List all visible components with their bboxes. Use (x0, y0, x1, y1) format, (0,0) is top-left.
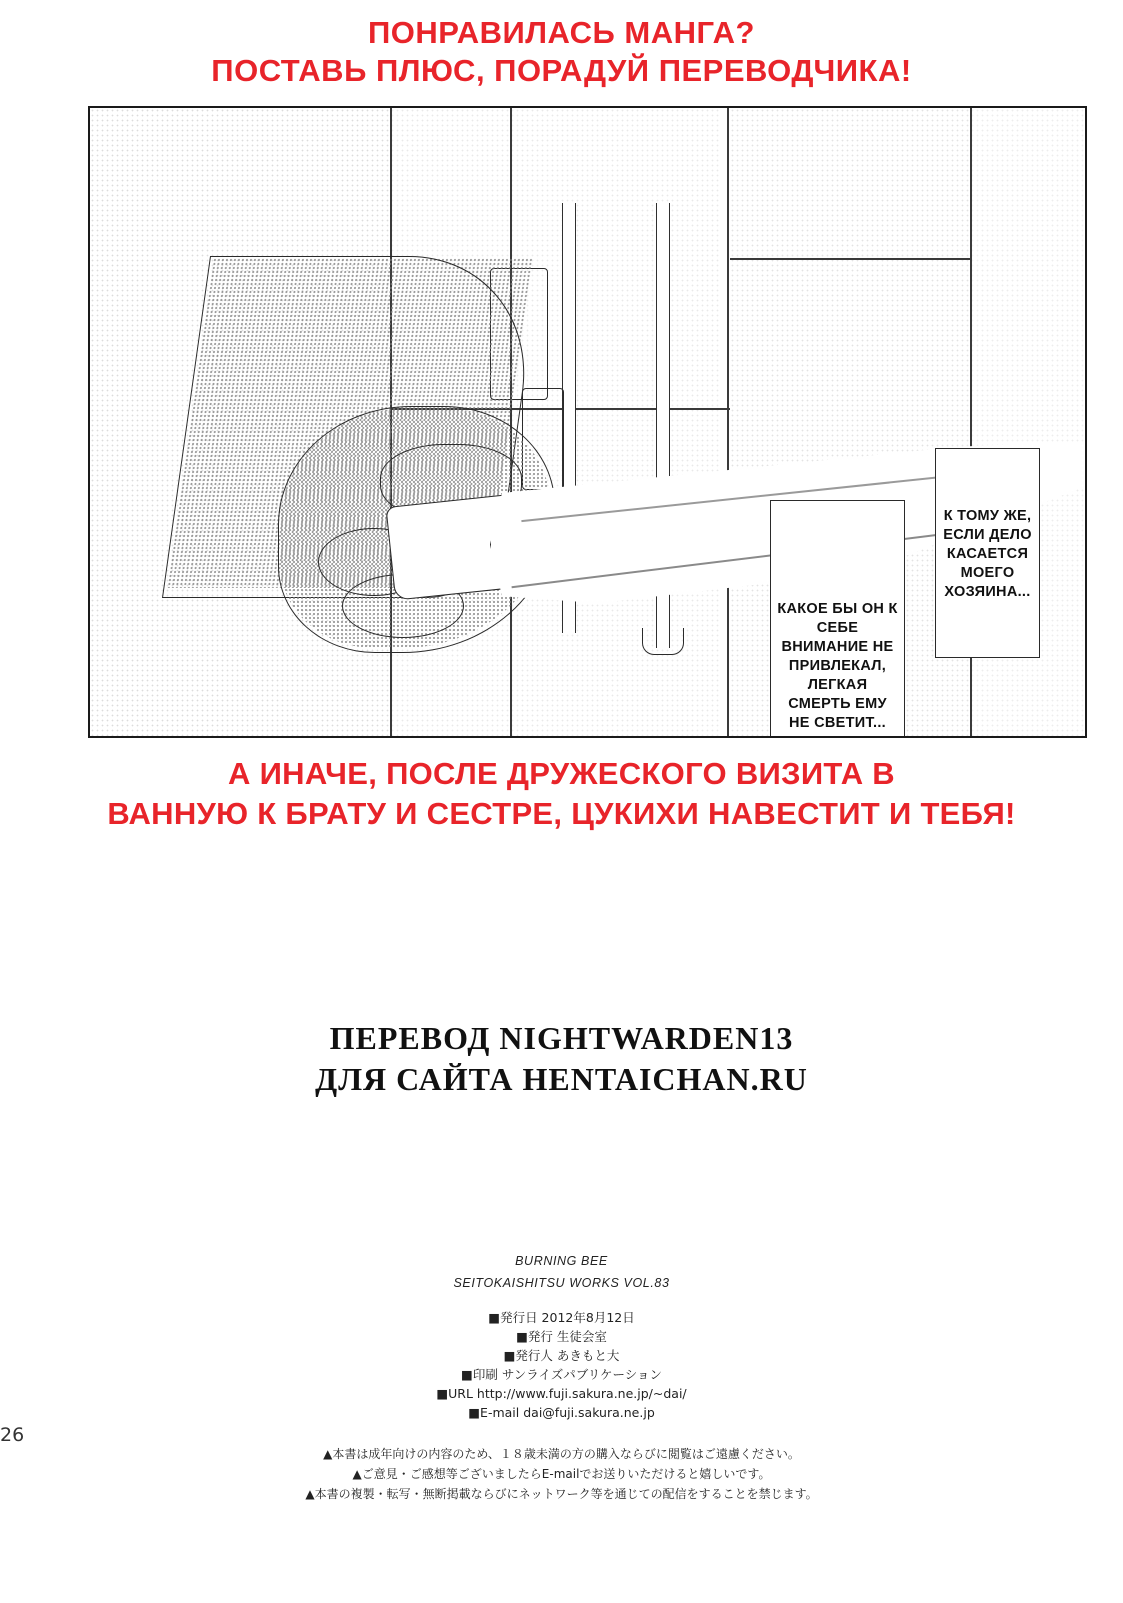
caption-box-2 (935, 448, 1040, 658)
colophon-line-printer: ■印刷 サンライズパブリケーション (461, 1367, 662, 1382)
warning-line-1: ▲本書は成年向けの内容のため、１８歳未満の方の購入ならびに閲覧はご遠慮ください。 (323, 1447, 800, 1461)
manga-panel (88, 106, 1087, 738)
colophon-series: SEITOKAISHITSU WORKS VOL.83 (453, 1276, 670, 1290)
caption-text-1: КАКОЕ БЫ ОН К СЕБЕ ВНИМАНИЕ НЕ ПРИВЛЕКАЛ, ЛЕГКАЯ СМЕРТЬ ЕМУ НЕ СВЕТИТ... (777, 601, 898, 731)
colophon-line-author: ■発行人 あきもと大 (503, 1348, 620, 1363)
credit-line-1: ПЕРЕВОД NIGHTWARDEN13 (329, 1020, 794, 1056)
door-edge-line-1 (727, 108, 729, 736)
door-cross-line-2 (730, 258, 970, 260)
warning-line-2: ▲ご意見・ご感想等ございましたらE-mailでお送りいただけると嬉しいです。 (352, 1467, 771, 1481)
colophon-title: BURNING BEE (515, 1254, 608, 1268)
header-line-2: ПОСТАВЬ ПЛЮС, ПОРАДУЙ ПЕРЕВОДЧИКА! (211, 53, 912, 88)
colophon-line-date: ■発行日 2012年8月12日 (488, 1310, 635, 1325)
translator-credit (0, 1018, 1123, 1100)
header-line-1: ПОНРАВИЛАСЬ МАНГА? (368, 15, 755, 50)
page-header (0, 14, 1123, 90)
warning-line-3: ▲本書の複製・転写・無断掲載ならびにネットワーク等を通じての配信をすることを禁じます。 (305, 1487, 818, 1501)
colophon-line-email: ■E-mail dai@fuji.sakura.ne.jp (468, 1405, 655, 1420)
page-number: 26 (0, 1424, 25, 1446)
caption-text-2: К ТОМУ ЖЕ, ЕСЛИ ДЕЛО КАСАЕТСЯ МОЕГО ХОЗЯИНА... (943, 508, 1032, 600)
colophon-line-publisher: ■発行 生徒会室 (516, 1329, 607, 1344)
pipe-bend (642, 628, 684, 655)
footer-line-1: А ИНАЧЕ, ПОСЛЕ ДРУЖЕСКОГО ВИЗИТА В (227, 756, 895, 791)
page-footer-banner (0, 754, 1123, 834)
credit-line-2: ДЛЯ САЙТА HENTAICHAN.RU (315, 1061, 808, 1097)
colophon-line-url: ■URL http://www.fuji.sakura.ne.jp/~dai/ (436, 1386, 687, 1401)
footer-line-2: ВАННУЮ К БРАТУ И СЕСТРЕ, ЦУКИХИ НАВЕСТИТ И ТЕБЯ! (107, 796, 1016, 831)
colophon (0, 1250, 1123, 1504)
caption-box-1 (770, 500, 905, 738)
